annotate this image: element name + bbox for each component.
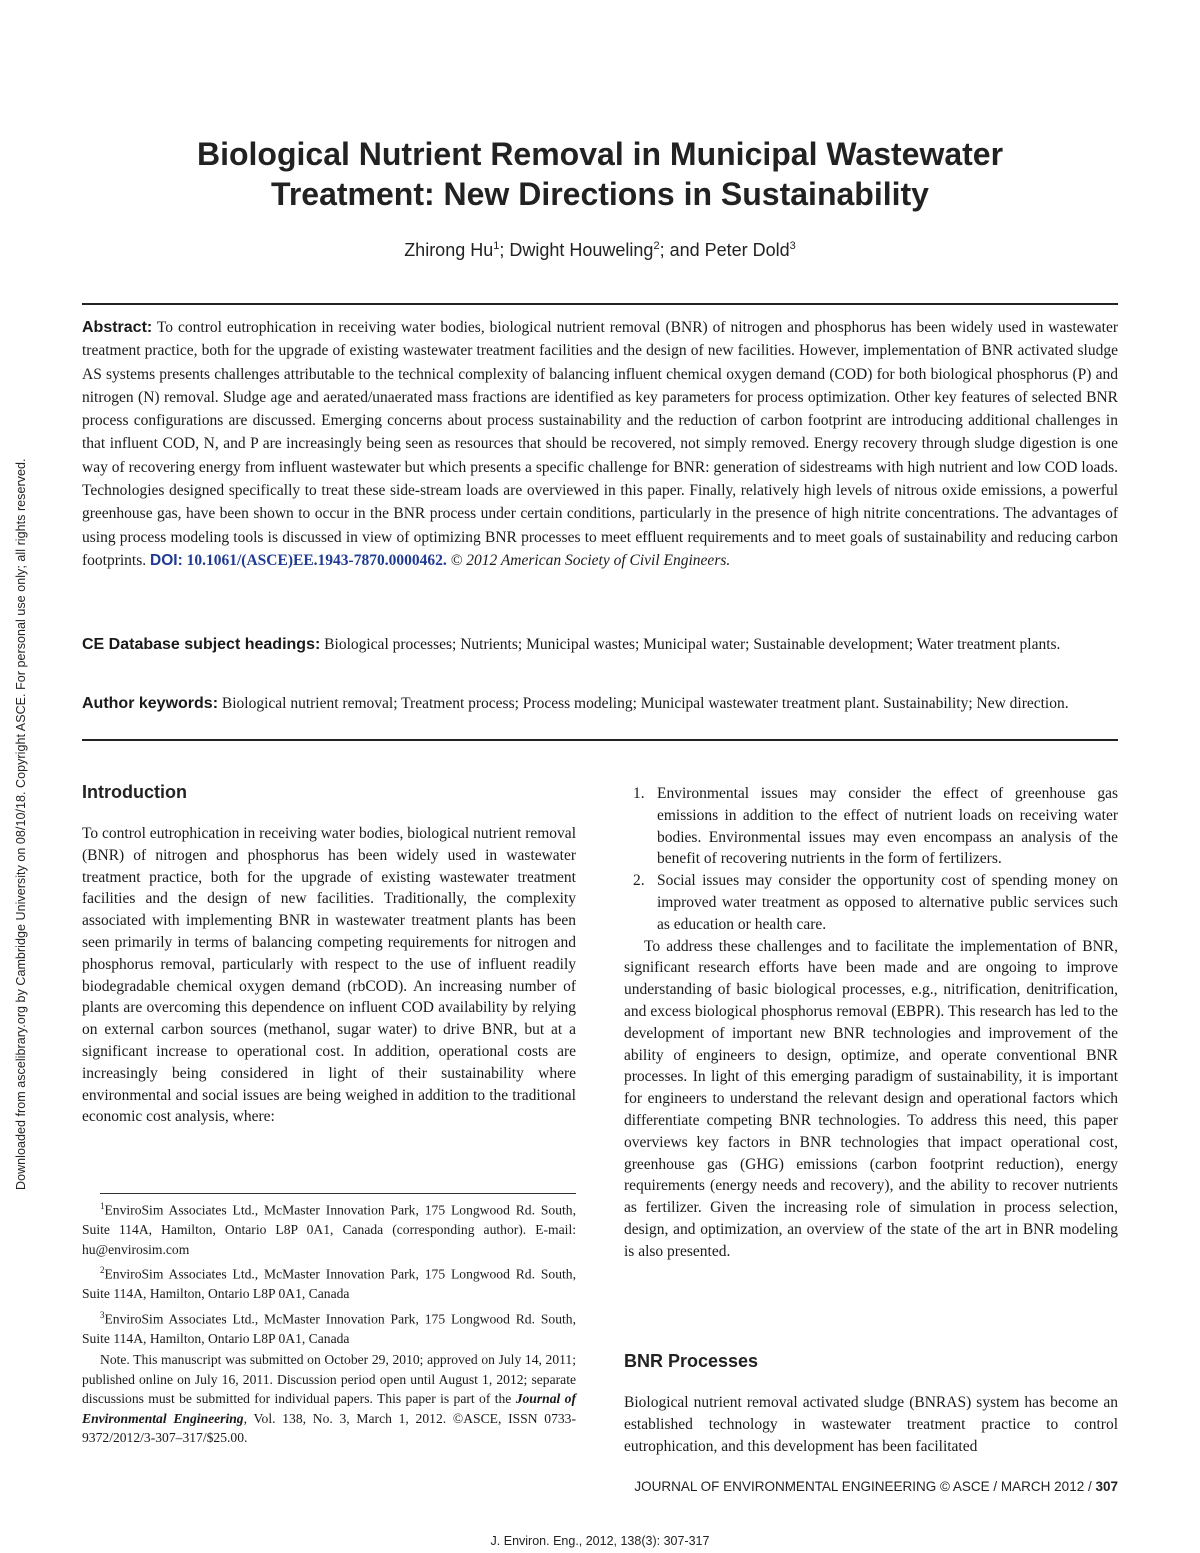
- bnr-processes-text: Biological nutrient removal activated sludge (BNRAS) system has become an established technology in wastewater treatment practice to control eutrophication, and this development has been facilitated: [624, 1394, 1118, 1455]
- subject-headings-text: Biological processes; Nutrients; Municipal wastes; Municipal water; Sustainable development; Water treatment plants.: [324, 636, 1061, 653]
- footnote-3: $^3$EnviroSim Associates Ltd., McMaster Innovation Park, 175 Longwood Rd. South, Suite 114A, Hamilton, Ontario L8P 0A1, Canada: [82, 1309, 576, 1346]
- footnote-2: $^2$EnviroSim Associates Ltd., McMaster Innovation Park, 175 Longwood Rd. South, Suite 114A, Hamilton, Ontario L8P 0A1, Canada: [82, 1265, 576, 1302]
- footnotes: [82, 1197, 576, 1450]
- bnr-processes-heading: BNR Processes: [624, 1351, 759, 1371]
- doi-label: DOI:: [150, 551, 183, 569]
- keywords-text: Biological nutrient removal; Treatment process; Process modeling; Municipal wastewater treatment plant. Sustainability; New direction.: [221, 695, 1069, 712]
- download-watermark: Downloaded from ascelibrary.org by Cambridge University on 08/10/18. Copyright ASCE. For personal use only; all rights reserved.: [14, 458, 28, 1190]
- doi-link[interactable]: 10.1061/(ASCE)EE.1943-7870.0000462.: [186, 551, 447, 569]
- introduction-heading: Introduction: [82, 782, 187, 802]
- title-line-1: Biological Nutrient Removal in Municipal Wastewater: [196, 136, 1004, 172]
- citation-line: J. Environ. Eng., 2012, 138(3): 307-317: [490, 1534, 710, 1548]
- keywords-label: Author keywords:: [82, 695, 219, 712]
- page-number: 307: [1095, 1479, 1118, 1494]
- author-3-affil: 3: [789, 240, 796, 252]
- author-2: Dwight Houweling: [509, 240, 654, 260]
- copyright-notice: © 2012 American Society of Civil Engineers.: [450, 551, 731, 569]
- abstract: [82, 316, 1118, 572]
- list-item: 2. Social issues may consider the opportunity cost of spending money on improved water treatment as opposed to alternative public services such as education or health care.: [633, 872, 1118, 933]
- list-item: 1. Environmental issues may consider the effect of greenhouse gas emissions in addition to the effect of nutrient loads on receiving water bodies. Environmental issues may even encompass an analysis of the benefit of recovering nutrients in the form of fertilizers.: [633, 785, 1118, 868]
- journal-footer: JOURNAL OF ENVIRONMENTAL ENGINEERING © ASCE / MARCH 2012 / 307: [634, 1479, 1118, 1494]
- paper-title: [80, 134, 1120, 214]
- research-paragraph: To address these challenges and to facilitate the implementation of BNR, significant research efforts have been made and are ongoing to improve understanding of basic biological processes, e.g., nitrification, denitrification, and excess biological phosphorus removal (EBPR). This research has led to the development of important new BNR technologies and improvement of the ability of engineers to design, optimize, and operate conventional BNR processes. In light of this emerging paradigm of sustainability, it is important for engineers to understand the relevant design and operational factors which differentiate competing BNR technologies. To address this need, this paper overviews key factors in BNR technologies that impact operational cost, greenhouse gas (GHG) emissions (carbon footprint reduction), energy requirements (energy needs and recovery), and the ability to recover nutrients as fertilizer. Given the increasing role of simulation in process selection, design, and optimization, an overview of the state of the art in BNR modeling is also presented.: [624, 937, 1118, 1260]
- title-line-2: Treatment: New Directions in Sustainability: [271, 176, 929, 212]
- author-2-affil: 2: [653, 240, 660, 252]
- author-3: Peter Dold: [704, 240, 790, 260]
- subject-headings: [82, 633, 1118, 656]
- abstract-label: Abstract:: [82, 319, 153, 336]
- author-1: Zhirong Hu: [404, 240, 494, 260]
- footnote-rule: [100, 1193, 576, 1194]
- introduction-text: To control eutrophication in receiving water bodies, biological nutrient removal (BNR) of nitrogen and phosphorus has been widely used in wastewater treatment practice, both for the upgrade of existing wastewater treatment facilities and the design of new facilities. Traditionally, the complexity associated with implementing BNR in wastewater treatment plants has been seen primarily in terms of balancing competing requirements for nitrogen and phosphorus removal, particularly with respect to the use of influent readily biodegradable chemical oxygen demand (rbCOD). An increasing number of plants are overcoming this dependence on influent COD availability by relying on external carbon sources (methanol, sugar water) to drive BNR, but at a significant increase to operational cost. In addition, operational costs are increasingly being considered in light of their sustainability where environmental and social issues are being weighed in addition to the traditional economic cost analysis, where:: [82, 825, 576, 1126]
- right-column-list: [624, 783, 1118, 1263]
- author-list: Zhirong Hu$^1$; Dwight Houweling$^2$; and Peter Dold$^3$: [404, 240, 796, 260]
- footnote-1: $^1$EnviroSim Associates Ltd., McMaster Innovation Park, 175 Longwood Rd. South, Suite 114A, Hamilton, Ontario L8P 0A1, Canada (corresponding author). E-mail: hu@envirosim.com: [82, 1201, 576, 1257]
- subject-headings-label: CE Database subject headings:: [82, 636, 321, 653]
- author-1-affil: 1: [493, 240, 500, 252]
- abstract-text: To control eutrophication in receiving water bodies, biological nutrient removal (BNR) of nitrogen and phosphorus has been widely used in wastewater treatment practice, both for the upgrade of existing wastewater treatment facilities and the design of new facilities. However, implementation of BNR activated sludge AS systems presents challenges attributable to the technical complexity of balancing influent chemical oxygen demand (COD) for both biological phosphorus (P) and nitrogen (N) removal. Sludge age and aerated/unaerated mass fractions are identified as key parameters for process optimization. Other key features of selected BNR process configurations are discussed. Emerging concerns about process sustainability and the reduction of carbon footprint are introducing additional challenges in that influent COD, N, and P are increasingly being seen as resources that should be recovered, not simply removed. Energy recovery through sludge digestion is one way of recovering energy from influent wastewater but which presents a specific challenge for BNR: generation of sidestreams with high nutrient and low COD loads. Technologies designed specifically to treat these side-stream loads are overviewed in this paper. Finally, relatively high levels of nitrous oxide emissions, a powerful greenhouse gas, have been shown to occur in the BNR process under certain conditions, particularly in the presence of high nitrite concentrations. The advantages of using process modeling tools is discussed in view of optimizing BNR processes to meet effluent requirements and to meet goals of sustainability and reducing carbon footprints.: [82, 319, 1118, 569]
- author-keywords: [82, 692, 1118, 715]
- abstract-bottom-rule: [82, 739, 1118, 741]
- manuscript-note: Note. This manuscript was submitted on October 29, 2010; approved on July 14, 2011; published online on July 16, 2011. Discussion period open until August 1, 2012; separate discussions must be submitted for individual papers. This paper is part of the Journal of Environmental Engineering, Vol. 138, No. 3, March 1, 2012. ©ASCE, ISSN 0733-9372/2012/3-307–317/$25.00.: [82, 1352, 576, 1446]
- abstract-top-rule: [82, 303, 1118, 305]
